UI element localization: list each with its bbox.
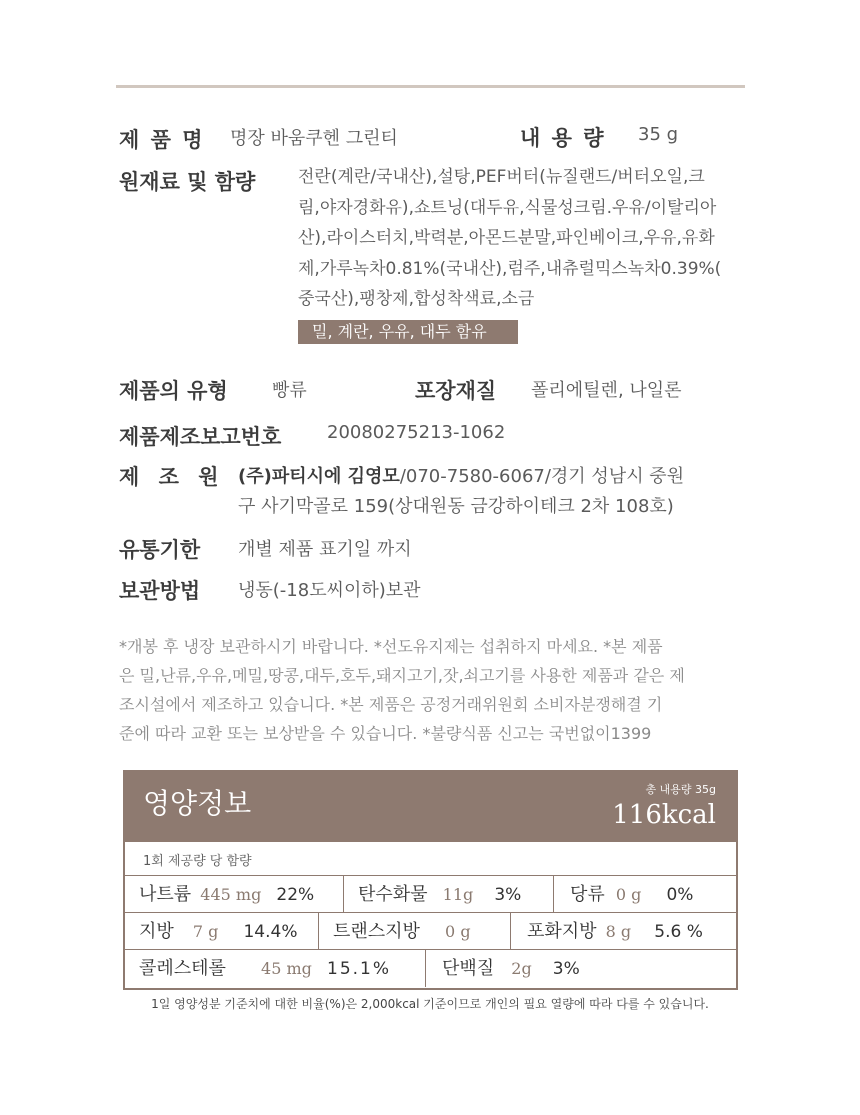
ingredients-line: 림,야자경화유),쇼트닝(대두유,식물성크림.우유/이탈리아 bbox=[298, 197, 717, 218]
report-number-value: 20080275213-1062 bbox=[327, 422, 506, 443]
nutrient-name: 단백질 bbox=[442, 958, 495, 979]
expiry-value: 개별 제품 표기일 까지 bbox=[238, 539, 412, 560]
product-type-value: 빵류 bbox=[272, 380, 307, 401]
nutrient-name: 탄수화물 bbox=[358, 884, 428, 905]
nutrition-footnote: 1일 영양성분 기준치에 대한 비율(%)은 2,000kcal 기준이므로 개인의 필요 열량에 따라 다를 수 있습니다. bbox=[151, 997, 709, 1011]
report-number-label: 제품제조보고번호 bbox=[119, 425, 282, 449]
nutrient-fat bbox=[125, 913, 318, 950]
ingredients-line: 전란(계란/국내산),설탕,PEF버터(뉴질랜드/버터오일,크 bbox=[298, 167, 705, 187]
nutrient-name: 나트륨 bbox=[139, 884, 192, 905]
manufacturer-label: 제 조 원 bbox=[119, 465, 225, 489]
storage-label: 보관방법 bbox=[119, 579, 201, 603]
nutrient-sugars bbox=[553, 876, 736, 913]
manufacturer-name: (주)파티시에 김영모 bbox=[238, 466, 400, 487]
nutrient-protein bbox=[425, 950, 736, 987]
total-kcal: 116kcal bbox=[612, 800, 716, 830]
ingredients-text bbox=[298, 162, 748, 315]
nutrient-name: 포화지방 bbox=[527, 921, 597, 942]
nutrition-row bbox=[125, 875, 736, 913]
nutrient-amount: 45 mg bbox=[261, 959, 312, 978]
nutrient-percent: 22% bbox=[276, 885, 315, 905]
nutrient-sat-fat bbox=[510, 913, 736, 950]
notice-line: 조시설에서 제조하고 있습니다. *본 제품은 공정거래위원회 소비자분쟁해결 기 bbox=[119, 695, 663, 714]
nutrient-cholesterol bbox=[125, 950, 425, 987]
total-content: 총 내용량 35g bbox=[645, 783, 716, 796]
nutrient-amount: 0 g bbox=[615, 885, 642, 904]
ingredients-line: 중국산),팽창제,합성착색료,소금 bbox=[298, 289, 535, 309]
nutrient-name: 트랜스지방 bbox=[333, 921, 420, 942]
storage-value: 냉동(-18도씨이하)보관 bbox=[238, 580, 421, 601]
ingredients-line: 제,가루녹차0.81%(국내산),럼주,내츄럴믹스녹차0.39%( bbox=[298, 258, 722, 279]
nutrition-header bbox=[123, 770, 738, 842]
nutrient-percent: 3% bbox=[552, 959, 580, 979]
nutrient-name: 지방 bbox=[139, 921, 174, 942]
notice-line: 은 밀,난류,우유,메밀,땅콩,대두,호두,돼지고기,잣,쇠고기를 사용한 제품과 같은 제 bbox=[119, 666, 685, 685]
nutrient-amount: 8 g bbox=[605, 922, 632, 941]
nutrient-percent: 5.6 % bbox=[654, 922, 703, 942]
net-content-label: 내 용 량 bbox=[520, 126, 606, 150]
serving-label: 1회 제공량 당 함량 bbox=[143, 854, 252, 869]
nutrient-amount: 7 g bbox=[192, 922, 219, 941]
nutrition-row bbox=[125, 949, 736, 987]
expiry-label: 유통기한 bbox=[119, 538, 201, 562]
manufacturer-contact: /070-7580-6067/경기 성남시 중원 bbox=[399, 466, 685, 487]
nutrient-amount: 2g bbox=[511, 959, 532, 978]
nutrition-row bbox=[125, 912, 736, 950]
nutrient-percent: 0% bbox=[666, 885, 694, 905]
nutrition-facts bbox=[123, 770, 738, 990]
product-name-value: 명장 바움쿠헨 그린티 bbox=[230, 128, 398, 149]
ingredients-line: 산),라이스터치,박력분,아몬드분말,파인베이크,우유,유화 bbox=[298, 228, 715, 248]
packaging-value: 폴리에틸렌, 나일론 bbox=[531, 380, 682, 401]
packaging-label: 포장재질 bbox=[415, 379, 497, 403]
net-content-value: 35 g bbox=[638, 124, 679, 145]
nutrient-sodium bbox=[125, 876, 343, 913]
nutrient-amount: 11g bbox=[442, 885, 474, 904]
notice-line: *개봉 후 냉장 보관하시기 바랍니다. *선도유지제는 섭취하지 마세요. *본 제품 bbox=[119, 637, 663, 656]
nutrient-amount: 445 mg bbox=[200, 885, 262, 904]
product-type-label: 제품의 유형 bbox=[119, 379, 228, 403]
nutrient-name: 당류 bbox=[570, 884, 605, 905]
top-divider bbox=[116, 85, 745, 88]
nutrition-title: 영양정보 bbox=[143, 787, 252, 820]
notice-text bbox=[119, 632, 749, 748]
nutrient-carbs bbox=[343, 876, 553, 913]
manufacturer-address: 구 사기막골로 159(상대원동 금강하이테크 2차 108호) bbox=[238, 496, 674, 517]
nutrient-amount: 0 g bbox=[445, 922, 471, 941]
nutrient-name: 콜레스테롤 bbox=[139, 958, 226, 979]
nutrient-percent: 3% bbox=[494, 885, 522, 905]
product-name-label: 제 품 명 bbox=[119, 128, 205, 152]
notice-line: 준에 따라 교환 또는 보상받을 수 있습니다. *불량식품 신고는 국번없이1399 bbox=[119, 724, 652, 743]
nutrient-trans-fat bbox=[318, 913, 510, 950]
nutrient-percent: 14.4% bbox=[243, 922, 298, 942]
ingredients-label: 원재료 및 함량 bbox=[119, 170, 256, 194]
manufacturer-line1 bbox=[238, 462, 684, 488]
nutrient-percent: 15.1% bbox=[327, 959, 392, 979]
allergen-badge: 밀, 계란, 우유, 대두 함유 bbox=[298, 320, 518, 344]
